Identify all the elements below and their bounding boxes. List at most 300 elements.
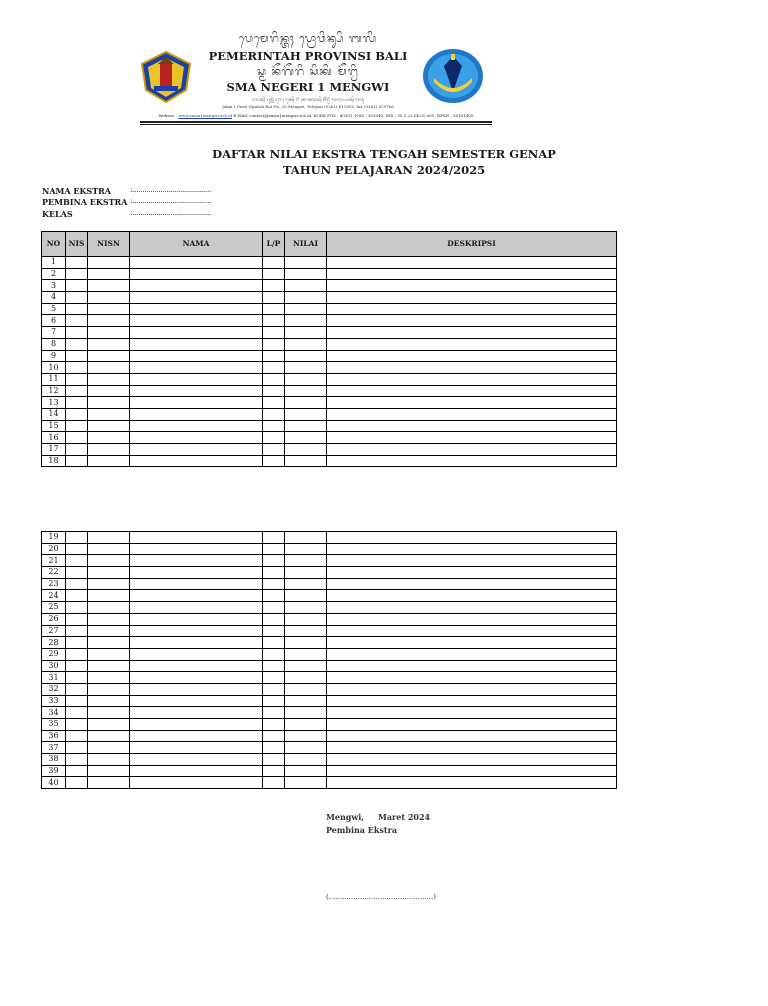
cell-nama[interactable] [130,432,263,444]
cell-nisn[interactable] [88,555,130,567]
cell-nilai[interactable] [285,719,327,731]
cell-no: 39 [42,765,66,777]
cell-nisn[interactable] [88,567,130,579]
cell-nilai[interactable] [285,268,327,280]
cell-nisn[interactable] [88,362,130,374]
cell-nama[interactable] [130,637,263,649]
cell-nisn[interactable] [88,637,130,649]
table-row [42,637,617,649]
cell-nisn[interactable] [88,613,130,625]
cell-nama[interactable] [130,613,263,625]
cell-deskripsi[interactable] [327,567,617,579]
cell-deskripsi[interactable] [327,292,617,304]
cell-nilai[interactable] [285,303,327,315]
cell-deskripsi[interactable] [327,257,617,269]
cell-nama[interactable] [130,765,263,777]
cell-nilai[interactable] [285,730,327,742]
cell-no: 15 [42,420,66,432]
cell-deskripsi[interactable] [327,683,617,695]
cell-lp[interactable] [263,602,285,614]
cell-nilai[interactable] [285,625,327,637]
cell-lp[interactable] [263,578,285,590]
table-row [42,338,617,350]
cell-nis[interactable] [66,432,88,444]
cell-deskripsi[interactable] [327,327,617,339]
cell-nis[interactable] [66,280,88,292]
cell-lp[interactable] [263,350,285,362]
cell-nilai[interactable] [285,257,327,269]
col-header-nis: NIS [66,232,88,257]
cell-nilai[interactable] [285,754,327,766]
cell-deskripsi[interactable] [327,637,617,649]
cell-nilai[interactable] [285,777,327,789]
balinese-script-line-2: ᬲ᭄ᬫ ᬦᭂᬕᭂᬭᬶ ᬲᬶᬓᬶ ᬫᭂᬗ᭄ᬯᬶ [257,65,359,78]
cell-nis[interactable] [66,327,88,339]
cell-nama[interactable] [130,567,263,579]
table-row [42,672,617,684]
cell-lp[interactable] [263,543,285,555]
cell-nis[interactable] [66,578,88,590]
cell-nis[interactable] [66,648,88,660]
field-value-pembina-ekstra[interactable]: :....................................... [130,197,212,205]
cell-nama[interactable] [130,590,263,602]
grade-table-page-1 [41,231,617,467]
cell-lp[interactable] [263,373,285,385]
table-row [42,350,617,362]
cell-deskripsi[interactable] [327,648,617,660]
cell-nis[interactable] [66,303,88,315]
cell-nama[interactable] [130,602,263,614]
cell-no: 6 [42,315,66,327]
cell-nama[interactable] [130,742,263,754]
table-row [42,432,617,444]
cell-nama[interactable] [130,385,263,397]
cell-nis[interactable] [66,613,88,625]
cell-nisn[interactable] [88,742,130,754]
cell-nama[interactable] [130,268,263,280]
cell-nisn[interactable] [88,777,130,789]
cell-deskripsi[interactable] [327,754,617,766]
cell-nama[interactable] [130,543,263,555]
cell-nama[interactable] [130,338,263,350]
cell-lp[interactable] [263,408,285,420]
cell-nama[interactable] [130,292,263,304]
cell-deskripsi[interactable] [327,338,617,350]
cell-lp[interactable] [263,338,285,350]
cell-nis[interactable] [66,567,88,579]
cell-nama[interactable] [130,683,263,695]
cell-nisn[interactable] [88,350,130,362]
cell-deskripsi[interactable] [327,420,617,432]
cell-nilai[interactable] [285,292,327,304]
cell-lp[interactable] [263,695,285,707]
cell-deskripsi[interactable] [327,280,617,292]
cell-no: 5 [42,303,66,315]
cell-nama[interactable] [130,730,263,742]
cell-no: 3 [42,280,66,292]
cell-nis[interactable] [66,683,88,695]
cell-deskripsi[interactable] [327,742,617,754]
cell-nisn[interactable] [88,432,130,444]
cell-lp[interactable] [263,754,285,766]
col-header-nilai: NILAI [285,232,327,257]
cell-nisn[interactable] [88,397,130,409]
cell-nama[interactable] [130,555,263,567]
cell-nilai[interactable] [285,280,327,292]
cell-no: 28 [42,637,66,649]
cell-lp[interactable] [263,315,285,327]
cell-nilai[interactable] [285,338,327,350]
cell-deskripsi[interactable] [327,765,617,777]
cell-lp[interactable] [263,268,285,280]
cell-deskripsi[interactable] [327,613,617,625]
cell-nis[interactable] [66,257,88,269]
cell-nilai[interactable] [285,555,327,567]
cell-deskripsi[interactable] [327,660,617,672]
cell-nilai[interactable] [285,707,327,719]
cell-nisn[interactable] [88,648,130,660]
website-link[interactable]: www.sman1mengwi.sch.id [178,113,233,118]
cell-lp[interactable] [263,777,285,789]
cell-lp[interactable] [263,455,285,467]
cell-lp[interactable] [263,590,285,602]
cell-nisn[interactable] [88,327,130,339]
cell-nama[interactable] [130,350,263,362]
cell-nisn[interactable] [88,385,130,397]
cell-nama[interactable] [130,695,263,707]
cell-nisn[interactable] [88,543,130,555]
government-title: PEMERINTAH PROVINSI BALI [208,49,408,63]
cell-no: 22 [42,567,66,579]
cell-no: 27 [42,625,66,637]
cell-nis[interactable] [66,719,88,731]
cell-deskripsi[interactable] [327,397,617,409]
cell-nis[interactable] [66,420,88,432]
cell-no: 8 [42,338,66,350]
cell-nilai[interactable] [285,543,327,555]
cell-nis[interactable] [66,408,88,420]
cell-nisn[interactable] [88,444,130,456]
cell-nisn[interactable] [88,625,130,637]
cell-nis[interactable] [66,373,88,385]
cell-deskripsi[interactable] [327,555,617,567]
cell-nama[interactable] [130,303,263,315]
cell-nis[interactable] [66,742,88,754]
cell-nama[interactable] [130,327,263,339]
cell-lp[interactable] [263,327,285,339]
signature-role: Pembina Ekstra [326,825,398,835]
cell-lp[interactable] [263,765,285,777]
cell-nilai[interactable] [285,327,327,339]
table-row [42,257,617,269]
cell-nis[interactable] [66,695,88,707]
cell-nama[interactable] [130,707,263,719]
cell-nis[interactable] [66,543,88,555]
cell-nisn[interactable] [88,754,130,766]
cell-nisn[interactable] [88,532,130,544]
table-row [42,683,617,695]
cell-nis[interactable] [66,268,88,280]
table-row [42,303,617,315]
cell-nisn[interactable] [88,303,130,315]
cell-lp[interactable] [263,432,285,444]
cell-nilai[interactable] [285,420,327,432]
cell-nilai[interactable] [285,602,327,614]
cell-no: 33 [42,695,66,707]
cell-nama[interactable] [130,648,263,660]
cell-lp[interactable] [263,292,285,304]
cell-lp[interactable] [263,303,285,315]
cell-nisn[interactable] [88,408,130,420]
cell-deskripsi[interactable] [327,268,617,280]
cell-nilai[interactable] [285,397,327,409]
field-value-kelas[interactable]: :....................................... [130,209,212,217]
cell-nilai[interactable] [285,683,327,695]
cell-deskripsi[interactable] [327,590,617,602]
cell-deskripsi[interactable] [327,602,617,614]
cell-nilai[interactable] [285,408,327,420]
cell-nama[interactable] [130,280,263,292]
cell-nis[interactable] [66,672,88,684]
cell-lp[interactable] [263,660,285,672]
cell-deskripsi[interactable] [327,350,617,362]
cell-deskripsi[interactable] [327,625,617,637]
cell-lp[interactable] [263,719,285,731]
cell-nis[interactable] [66,590,88,602]
cell-nis[interactable] [66,292,88,304]
website-prefix: Website : [158,113,179,118]
cell-deskripsi[interactable] [327,719,617,731]
table-row [42,543,617,555]
table-row [42,765,617,777]
cell-nisn[interactable] [88,280,130,292]
cell-nama[interactable] [130,397,263,409]
cell-nilai[interactable] [285,765,327,777]
cell-nilai[interactable] [285,695,327,707]
cell-deskripsi[interactable] [327,432,617,444]
cell-nama[interactable] [130,257,263,269]
cell-nilai[interactable] [285,350,327,362]
cell-nis[interactable] [66,350,88,362]
cell-deskripsi[interactable] [327,532,617,544]
cell-nisn[interactable] [88,257,130,269]
table-row [42,315,617,327]
cell-lp[interactable] [263,420,285,432]
cell-lp[interactable] [263,257,285,269]
cell-nilai[interactable] [285,532,327,544]
cell-nis[interactable] [66,625,88,637]
cell-no: 25 [42,602,66,614]
cell-deskripsi[interactable] [327,385,617,397]
cell-nis[interactable] [66,532,88,544]
cell-nisn[interactable] [88,660,130,672]
cell-nis[interactable] [66,730,88,742]
cell-deskripsi[interactable] [327,315,617,327]
cell-deskripsi[interactable] [327,444,617,456]
cell-lp[interactable] [263,648,285,660]
cell-nis[interactable] [66,385,88,397]
cell-nama[interactable] [130,672,263,684]
cell-nis[interactable] [66,765,88,777]
cell-nama[interactable] [130,408,263,420]
cell-nilai[interactable] [285,373,327,385]
table-row [42,567,617,579]
cell-lp[interactable] [263,730,285,742]
cell-deskripsi[interactable] [327,455,617,467]
cell-nilai[interactable] [285,385,327,397]
cell-deskripsi[interactable] [327,578,617,590]
cell-nama[interactable] [130,315,263,327]
balinese-script-line-1: ᬧᬾᬫᬾᬭᬶᬦ᭄ᬢᬄ ᬧ᭄ᬭᭀᬯᬶᬦ᭄ᬲᬶ ᬩᬮᬶ [238,32,378,45]
cell-nisn[interactable] [88,578,130,590]
cell-nisn[interactable] [88,707,130,719]
cell-nama[interactable] [130,754,263,766]
cell-nisn[interactable] [88,455,130,467]
cell-no: 18 [42,455,66,467]
cell-lp[interactable] [263,385,285,397]
cell-nilai[interactable] [285,362,327,374]
cell-nis[interactable] [66,602,88,614]
cell-lp[interactable] [263,362,285,374]
cell-lp[interactable] [263,280,285,292]
cell-nama[interactable] [130,362,263,374]
cell-lp[interactable] [263,683,285,695]
cell-nis[interactable] [66,338,88,350]
cell-nisn[interactable] [88,338,130,350]
cell-nama[interactable] [130,660,263,672]
cell-deskripsi[interactable] [327,777,617,789]
cell-nama[interactable] [130,420,263,432]
cell-no: 12 [42,385,66,397]
field-label-nama-ekstra: NAMA EKSTRA [42,186,112,196]
cell-nama[interactable] [130,532,263,544]
cell-nis[interactable] [66,637,88,649]
cell-nis[interactable] [66,455,88,467]
table-row [42,695,617,707]
cell-nisn[interactable] [88,590,130,602]
cell-nilai[interactable] [285,455,327,467]
signature-name-line[interactable]: (...............................................) [326,893,437,901]
table-row [42,268,617,280]
cell-deskripsi[interactable] [327,543,617,555]
table-row [42,444,617,456]
cell-nis[interactable] [66,707,88,719]
cell-nama[interactable] [130,625,263,637]
cell-deskripsi[interactable] [327,707,617,719]
table-row [42,373,617,385]
cell-nis[interactable] [66,397,88,409]
cell-nisn[interactable] [88,672,130,684]
cell-nilai[interactable] [285,660,327,672]
cell-lp[interactable] [263,397,285,409]
cell-nilai[interactable] [285,432,327,444]
cell-nama[interactable] [130,444,263,456]
cell-nisn[interactable] [88,420,130,432]
cell-nis[interactable] [66,362,88,374]
cell-nisn[interactable] [88,268,130,280]
cell-no: 40 [42,777,66,789]
cell-nisn[interactable] [88,373,130,385]
cell-nisn[interactable] [88,719,130,731]
cell-nilai[interactable] [285,742,327,754]
cell-deskripsi[interactable] [327,730,617,742]
cell-nis[interactable] [66,754,88,766]
cell-nilai[interactable] [285,648,327,660]
cell-nis[interactable] [66,660,88,672]
cell-nilai[interactable] [285,672,327,684]
table-row [42,532,617,544]
cell-deskripsi[interactable] [327,362,617,374]
table-row [42,578,617,590]
cell-lp[interactable] [263,672,285,684]
cell-no: 29 [42,648,66,660]
cell-lp[interactable] [263,567,285,579]
table-row [42,555,617,567]
cell-nilai[interactable] [285,567,327,579]
cell-nama[interactable] [130,777,263,789]
cell-nis[interactable] [66,555,88,567]
cell-nama[interactable] [130,719,263,731]
cell-no: 1 [42,257,66,269]
cell-lp[interactable] [263,625,285,637]
cell-nisn[interactable] [88,695,130,707]
cell-nilai[interactable] [285,578,327,590]
table-row [42,362,617,374]
cell-lp[interactable] [263,555,285,567]
table-row [42,719,617,731]
cell-nis[interactable] [66,444,88,456]
field-value-nama-ekstra[interactable]: :....................................... [130,186,212,194]
cell-nisn[interactable] [88,602,130,614]
cell-nisn[interactable] [88,765,130,777]
cell-nilai[interactable] [285,590,327,602]
cell-lp[interactable] [263,444,285,456]
table-row [42,625,617,637]
cell-no: 36 [42,730,66,742]
cell-lp[interactable] [263,707,285,719]
cell-lp[interactable] [263,742,285,754]
table-row [42,408,617,420]
cell-nisn[interactable] [88,292,130,304]
cell-lp[interactable] [263,532,285,544]
cell-no: 21 [42,555,66,567]
cell-nilai[interactable] [285,613,327,625]
document-title-line-2: TAHUN PELAJARAN 2024/2025 [282,163,486,177]
cell-deskripsi[interactable] [327,373,617,385]
cell-nisn[interactable] [88,730,130,742]
cell-no: 10 [42,362,66,374]
cell-nilai[interactable] [285,315,327,327]
cell-nama[interactable] [130,455,263,467]
cell-nilai[interactable] [285,637,327,649]
cell-nama[interactable] [130,373,263,385]
cell-deskripsi[interactable] [327,672,617,684]
cell-deskripsi[interactable] [327,695,617,707]
cell-no: 20 [42,543,66,555]
cell-no: 31 [42,672,66,684]
cell-deskripsi[interactable] [327,303,617,315]
cell-nis[interactable] [66,777,88,789]
cell-nilai[interactable] [285,444,327,456]
cell-lp[interactable] [263,613,285,625]
cell-nisn[interactable] [88,315,130,327]
cell-nisn[interactable] [88,683,130,695]
cell-lp[interactable] [263,637,285,649]
cell-no: 34 [42,707,66,719]
cell-nis[interactable] [66,315,88,327]
cell-nama[interactable] [130,578,263,590]
cell-deskripsi[interactable] [327,408,617,420]
